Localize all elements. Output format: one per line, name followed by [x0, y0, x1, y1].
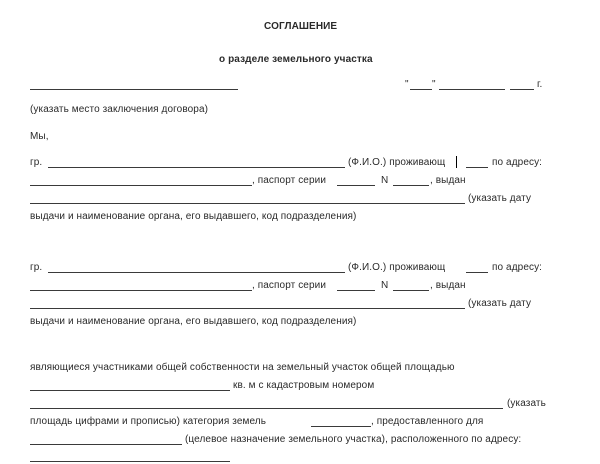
place-hint: (указать место заключения договора): [30, 104, 209, 115]
party1-hint-a: (указать дату: [468, 193, 532, 204]
party2-series-field[interactable]: [337, 290, 375, 291]
party1-fio-label: (Ф.И.О.) проживающ: [348, 157, 446, 168]
date-year-field[interactable]: [510, 89, 534, 90]
date-quote-open: ": [405, 79, 409, 90]
purpose-hint: (целевое назначение земельного участка), расположенного по адресу:: [185, 434, 522, 445]
party1-number-field[interactable]: [393, 185, 429, 186]
party1-series-field[interactable]: [337, 185, 375, 186]
party1-ending-field[interactable]: [466, 167, 488, 168]
party2-address-label: по адресу:: [492, 262, 543, 273]
document-subtitle: о разделе земельного участка: [219, 54, 373, 65]
date-month-field[interactable]: [439, 89, 505, 90]
party2-issued-field[interactable]: [30, 308, 465, 309]
area-hint-2: площадь цифрами и прописью) категория земель: [30, 416, 267, 427]
provided-for-label: , предоставленного для: [371, 416, 484, 427]
year-suffix: г.: [537, 79, 543, 90]
area-hint: (указать: [507, 398, 546, 409]
place-field[interactable]: [30, 89, 238, 90]
party1-address-field[interactable]: [30, 185, 252, 186]
party2-ending-field[interactable]: [466, 272, 488, 273]
purpose-field[interactable]: [30, 444, 182, 445]
party2-issued-label: , выдан: [430, 280, 466, 291]
party2-address-field[interactable]: [30, 290, 252, 291]
party2-hint-a: (указать дату: [468, 298, 532, 309]
document-title: СОГЛАШЕНИЕ: [264, 21, 338, 32]
location-address-field[interactable]: [30, 461, 230, 462]
party2-fio-field[interactable]: [48, 272, 345, 273]
party1-gr: гр.: [30, 157, 43, 168]
area-unit-label: кв. м с кадастровым номером: [233, 380, 375, 391]
party2-gr: гр.: [30, 262, 43, 273]
party2-passport-label: , паспорт серии: [252, 280, 327, 291]
party2-number-field[interactable]: [393, 290, 429, 291]
party1-issued-field[interactable]: [30, 203, 465, 204]
participants-text: являющиеся участниками общей собственности на земельный участок общей площадью: [30, 362, 455, 373]
party1-fio-field[interactable]: [48, 167, 345, 168]
area-field[interactable]: [30, 390, 230, 391]
party2-fio-label: (Ф.И.О.) проживающ: [348, 262, 446, 273]
text-cursor: [456, 156, 457, 168]
party1-passport-label: , паспорт серии: [252, 175, 327, 186]
party2-hint-b: выдачи и наименование органа, его выдавшего, код подразделения): [30, 316, 357, 327]
party2-n-label: N: [381, 280, 389, 291]
party1-issued-label: , выдан: [430, 175, 466, 186]
we-label: Мы,: [30, 131, 49, 142]
cadastral-field[interactable]: [30, 408, 503, 409]
date-quote-close: ": [432, 79, 436, 90]
land-category-field[interactable]: [311, 426, 371, 427]
date-day-field[interactable]: [410, 89, 432, 90]
party1-n-label: N: [381, 175, 389, 186]
party1-address-label: по адресу:: [492, 157, 543, 168]
party1-hint-b: выдачи и наименование органа, его выдавшего, код подразделения): [30, 211, 357, 222]
